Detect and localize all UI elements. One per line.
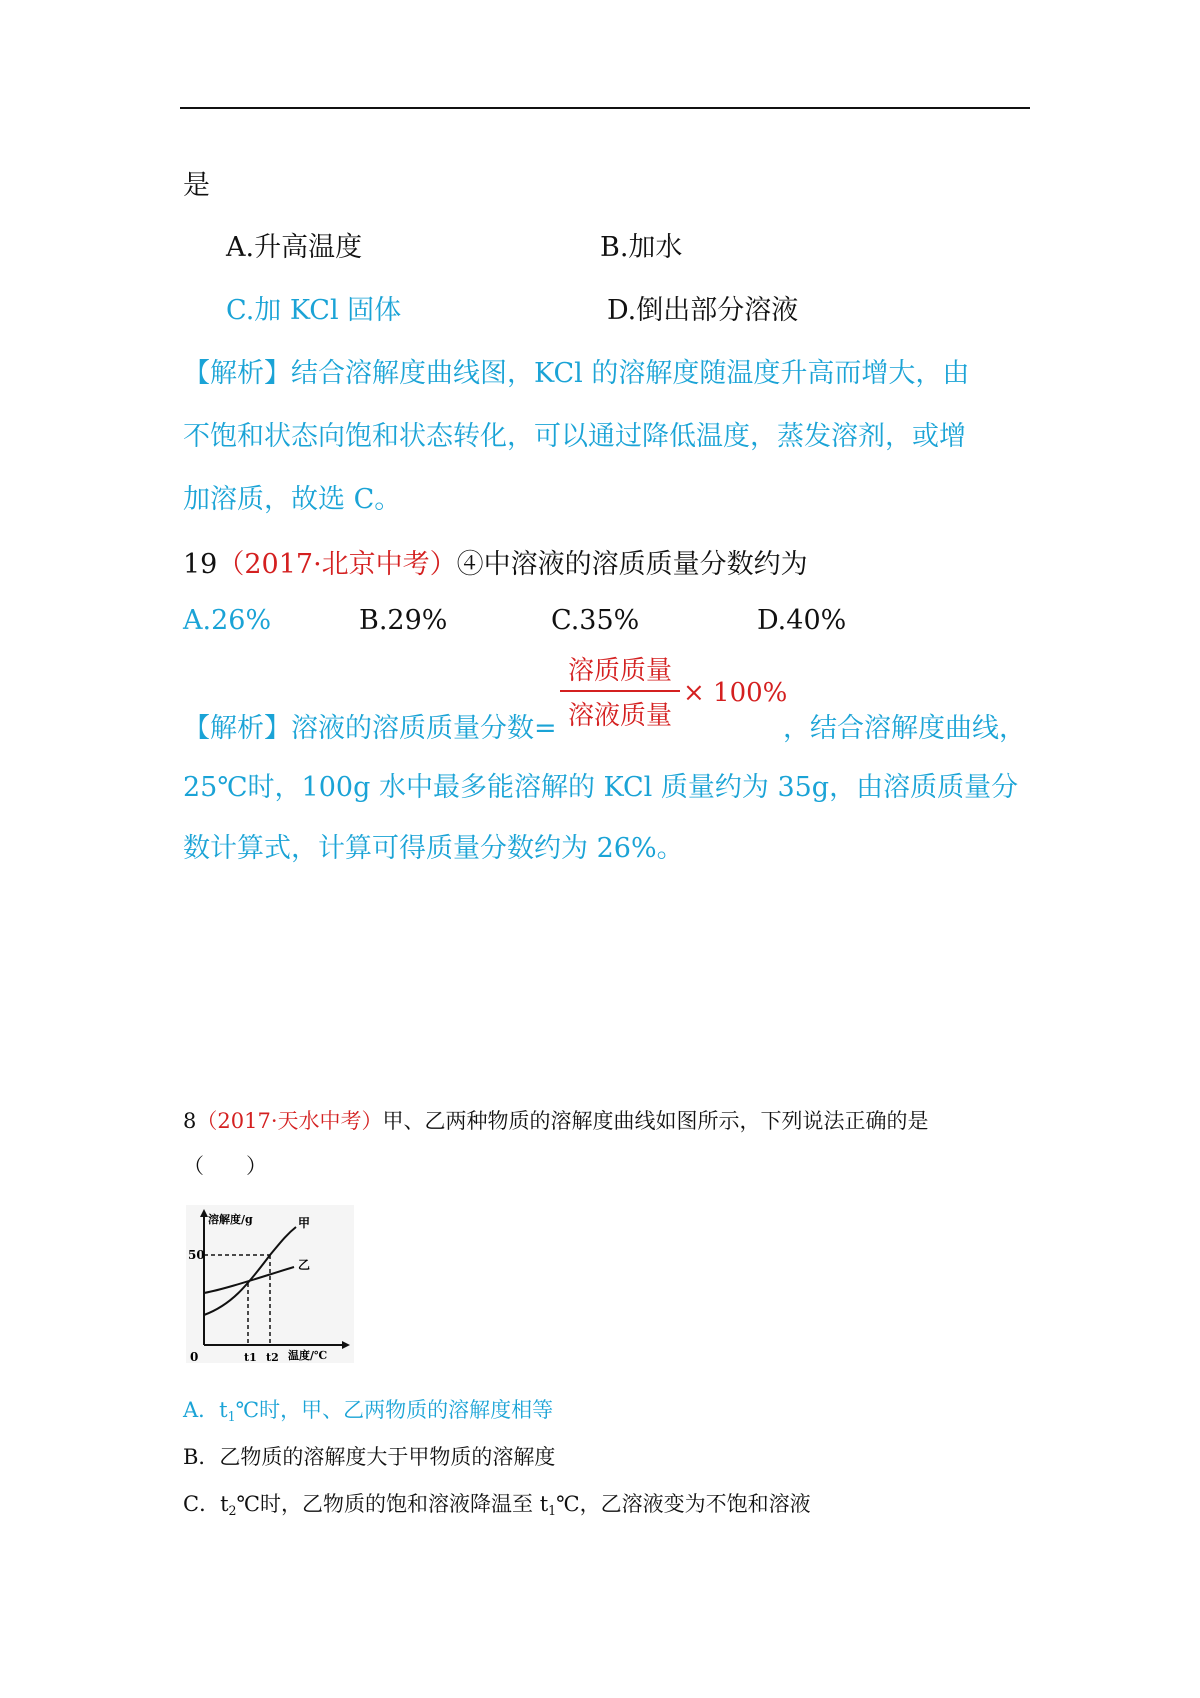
continuation-text: 是 <box>183 170 210 201</box>
q8-option-c-subscript1: 2 <box>228 1503 237 1518</box>
q19-number: 19 <box>183 549 218 580</box>
q19-analysis-suffix: ，结合溶解度曲线， <box>783 713 1026 744</box>
q19-option-a: A.26% <box>183 605 272 636</box>
solubility-curve-svg <box>186 1205 354 1363</box>
q8-option-a-text: ℃时，甲、乙两物质的溶解度相等 <box>235 1398 554 1422</box>
q8-option-a-prefix: A．t <box>183 1398 228 1422</box>
fraction-numerator: 溶质质量 <box>567 656 672 686</box>
x-axis-arrow <box>342 1341 350 1349</box>
q8-option-c-prefix: C．t <box>183 1492 229 1516</box>
x-tick-t2: t2 <box>266 1351 279 1363</box>
q8-question <box>183 1105 929 1135</box>
mass-fraction-formula <box>560 650 680 732</box>
q19-analysis-prefix: 【解析】溶液的溶质质量分数= <box>183 713 557 744</box>
q19-analysis-line3: 数计算式，计算可得质量分数约为 26%。 <box>183 833 684 864</box>
q18-option-b: B.加水 <box>600 232 683 263</box>
fraction-bar <box>560 690 680 692</box>
q18-analysis-line2: 不饱和状态向饱和状态转化，可以通过降低温度，蒸发溶剂，或增 <box>183 421 966 452</box>
q8-option-a-subscript: 1 <box>227 1409 236 1424</box>
fraction-tail: × 100% <box>683 678 788 708</box>
q8-option-c-middle: ℃时，乙物质的饱和溶液降温至 t <box>236 1492 549 1516</box>
q8-option-c <box>183 1488 811 1518</box>
q8-text: 甲、乙两种物质的溶解度曲线如图所示，下列说法正确的是 <box>382 1109 929 1133</box>
x-axis-label: 温度/℃ <box>288 1349 328 1362</box>
fraction-denominator: 溶液质量 <box>567 701 672 731</box>
header-rule <box>180 107 1030 109</box>
q8-number: 8 <box>183 1109 197 1133</box>
series-jia-label: 甲 <box>298 1216 311 1230</box>
y-tick-50: 50 <box>188 1248 205 1262</box>
y-axis-arrow <box>200 1209 208 1217</box>
q19-source: （2017·北京中考） <box>217 549 457 580</box>
origin-label: 0 <box>190 1350 199 1363</box>
q18-analysis-line3: 加溶质，故选 C。 <box>183 484 402 515</box>
q19-text: ④中溶液的溶质质量分数约为 <box>456 549 808 580</box>
q8-option-c-subscript2: 1 <box>548 1503 557 1518</box>
series-yi-label: 乙 <box>298 1258 311 1272</box>
q19-question <box>183 542 808 581</box>
q19-option-b: B.29% <box>359 605 448 636</box>
solubility-curve-figure <box>186 1205 354 1363</box>
q8-option-b: B．乙物质的溶解度大于甲物质的溶解度 <box>183 1445 556 1469</box>
q18-option-d: D.倒出部分溶液 <box>607 295 799 326</box>
q18-analysis-line1: 【解析】结合溶解度曲线图，KCl 的溶解度随温度升高而增大，由 <box>183 358 970 389</box>
q19-option-d: D.40% <box>757 605 847 636</box>
q18-option-a: A.升高温度 <box>226 232 363 263</box>
q8-option-c-text: ℃，乙溶液变为不饱和溶液 <box>556 1492 811 1516</box>
y-axis-label: 溶解度/g <box>208 1213 253 1226</box>
q8-answer-blank: （ ） <box>183 1154 267 1178</box>
q18-option-c: C.加 KCl 固体 <box>226 295 402 326</box>
q8-source: （2017·天水中考） <box>196 1109 383 1133</box>
q8-option-a <box>183 1394 553 1424</box>
curve-yi <box>204 1267 294 1293</box>
x-tick-t1: t1 <box>244 1351 257 1363</box>
q19-analysis-line2: 25℃时，100g 水中最多能溶解的 KCl 质量约为 35g，由溶质质量分 <box>183 772 1019 803</box>
q19-option-c: C.35% <box>551 605 640 636</box>
